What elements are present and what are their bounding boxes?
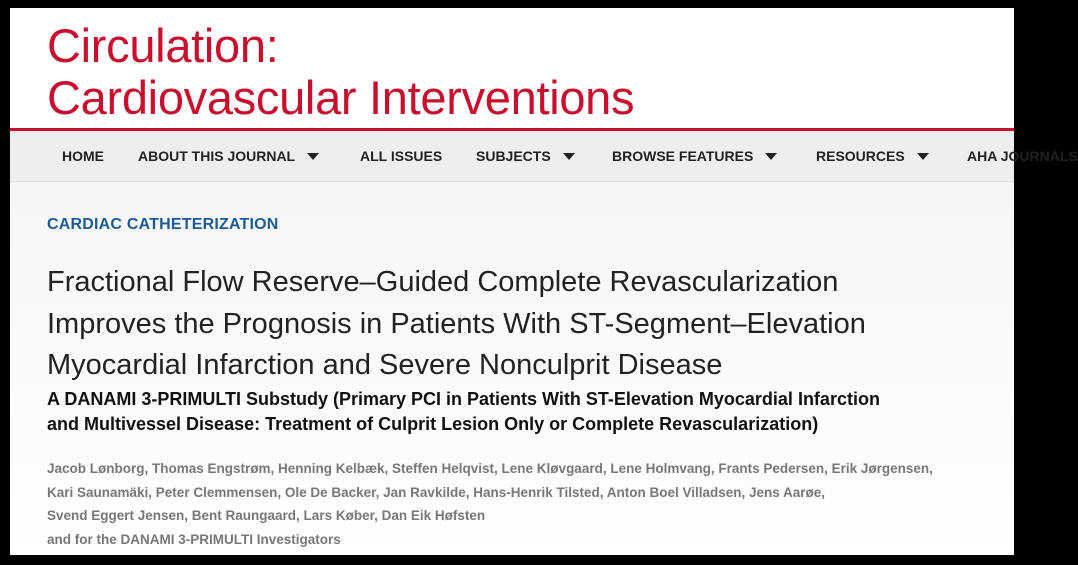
author-line3[interactable]: Svend Eggert Jensen, Bent Raungaard, Lars Køber, Dan Eik Høfsten: [47, 508, 486, 523]
journal-title-line2: Cardiovascular Interventions: [47, 71, 635, 124]
article-title-line2: Improves the Prognosis in Patients With ST-Segment–Elevation: [47, 307, 866, 340]
nav-resources[interactable]: [816, 131, 929, 181]
browser-viewport: [10, 8, 1078, 555]
nav-browse-features-label: BROWSE FEATURES: [612, 148, 754, 164]
article-subtitle-line1: A DANAMI 3-PRIMULTI Substudy (Primary PCI in Patients With ST-Elevation Myocardial Infarction: [47, 389, 880, 409]
nav-home[interactable]: [62, 131, 104, 181]
nav-all-issues-label: ALL ISSUES: [360, 148, 443, 164]
main-navigation: [10, 131, 1078, 182]
author-line2[interactable]: Kari Saunamäki, Peter Clemmensen, Ole De Backer, Jan Ravkilde, Hans-Henrik Tilsted, Anton Boel Villadsen, Jens Aarøe,: [47, 484, 826, 500]
nav-about-this-journal[interactable]: [138, 131, 319, 181]
nav-home-label: HOME: [62, 148, 104, 164]
article-title-line3: Myocardial Infarction and Severe Nonculprit Disease: [47, 349, 723, 381]
chevron-down-icon: [917, 153, 929, 160]
article-title: [47, 262, 1007, 387]
nav-resources-label: RESOURCES: [816, 148, 905, 164]
article-subtitle: [47, 387, 1007, 437]
author-group-line: and for the DANAMI 3-PRIMULTI Investigators: [47, 531, 341, 547]
article-title-line1: Fractional Flow Reserve–Guided Complete Revascularization: [47, 266, 839, 298]
nav-aha-journals-label: AHA JOURNALS: [967, 148, 1078, 164]
author-line1[interactable]: Jacob Lønborg, Thomas Engstrøm, Henning Kelbæk, Steffen Helqvist, Lene Kløvgaard, Lene Holmvang, Frants Pedersen, Erik Jørgensen,: [47, 461, 933, 476]
nav-all-issues[interactable]: [360, 131, 442, 181]
journal-title-line1: Circulation:: [47, 19, 279, 72]
nav-aha-journals[interactable]: [967, 131, 1078, 181]
article-category-link[interactable]: CARDIAC CATHETERIZATION: [47, 216, 279, 233]
chevron-down-icon: [307, 153, 319, 160]
nav-subjects-label: SUBJECTS: [476, 148, 551, 164]
article-header: [10, 182, 1014, 555]
nav-subjects[interactable]: [476, 131, 575, 181]
nav-browse-features[interactable]: [612, 131, 777, 181]
journal-logo-link[interactable]: [47, 20, 634, 124]
masthead: [10, 8, 1014, 130]
article-subtitle-line2: and Multivessel Disease: Treatment of Culprit Lesion Only or Complete Revascularization): [47, 414, 819, 434]
nav-about-label: ABOUT THIS JOURNAL: [138, 148, 296, 164]
chevron-down-icon: [563, 153, 575, 160]
chevron-down-icon: [765, 153, 777, 160]
author-list: [47, 457, 1007, 551]
